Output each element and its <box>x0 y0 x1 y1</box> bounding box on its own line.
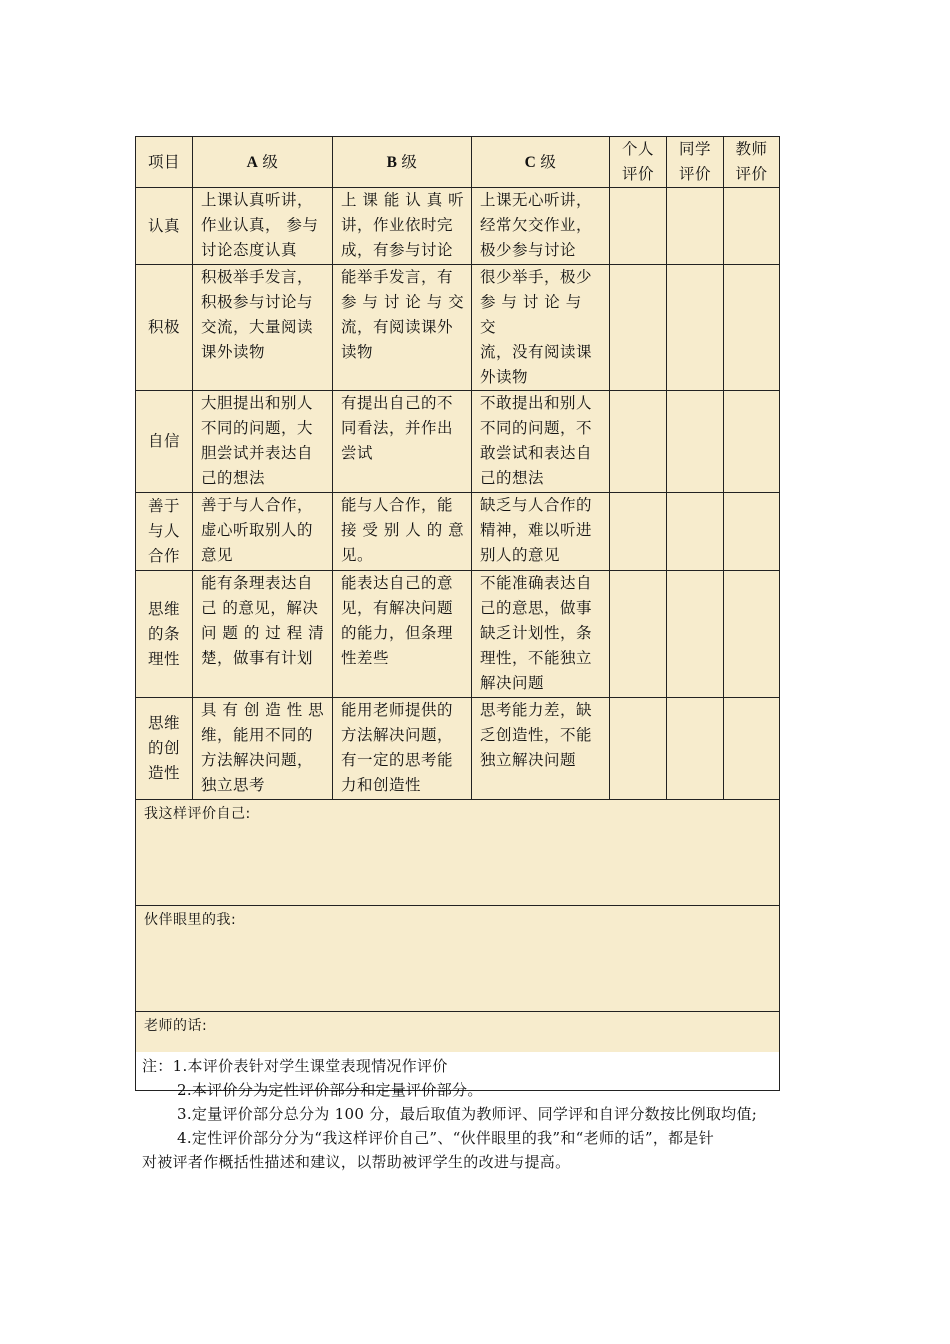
grade-a-description-line: 虚心听取别人的 <box>201 521 314 539</box>
criterion-label-line: 思维 <box>147 714 180 732</box>
criterion-label-line: 与人 <box>147 522 180 540</box>
grade-c-description-line: 上课无心听讲， <box>480 191 593 209</box>
grade-a-description-line: 善于与人合作， <box>201 496 314 514</box>
criterion-label <box>136 493 193 571</box>
grade-c-description-line: 不敢提出和别人 <box>480 394 593 412</box>
grade-a-description <box>193 188 333 265</box>
grade-b-description-line: 的能力，但条理 <box>341 624 454 642</box>
grade-a-description-line: 积极参与讨论与 <box>201 293 314 311</box>
partner-comment-box[interactable] <box>136 906 780 1012</box>
teacher-comment-label: 老师的话: <box>144 1018 208 1034</box>
grade-c-description-line: 己的意思，做事 <box>480 599 593 617</box>
grade-a-description-line: 问 题 的 过 程 清 <box>201 624 325 642</box>
grade-c-description-line: 流，没有阅读课 <box>480 343 593 361</box>
grade-c-description-line: 不能准确表达自 <box>480 574 593 592</box>
grade-c-description <box>472 571 610 698</box>
grade-b-description-line: 方法解决问题， <box>341 726 454 744</box>
teacher-eval-cell[interactable] <box>724 493 780 571</box>
grade-c-description <box>472 265 610 391</box>
grade-b-description <box>333 391 472 493</box>
teacher-eval-cell[interactable] <box>724 265 780 391</box>
grade-b-description-line: 流，有阅读课外 <box>341 318 454 336</box>
grade-c-description-line: 己的想法 <box>480 469 545 487</box>
header-teacher-eval: 教师 评价 <box>724 137 780 188</box>
self-eval-cell[interactable] <box>610 493 667 571</box>
partner-comment-row <box>136 906 780 1012</box>
grade-b-description <box>333 188 472 265</box>
grade-c-description-line: 很少举手，极少 <box>480 268 593 286</box>
criterion-label <box>136 265 193 391</box>
self-comment-row <box>136 800 780 906</box>
peer-eval-cell[interactable] <box>667 391 724 493</box>
note-4-cont: 对被评者作概括性描述和建议，以帮助被评学生的改进与提高。 <box>142 1153 571 1171</box>
grade-a-description-line: 交流，大量阅读 <box>201 318 314 336</box>
note-4: 4.定性评价部分分为“我这样评价自己”、“伙伴眼里的我”和“老师的话”，都是针 <box>177 1129 715 1147</box>
criterion-label-line: 的条 <box>147 624 180 643</box>
self-eval-cell[interactable] <box>610 391 667 493</box>
grade-b-description-line: 见。 <box>341 546 374 564</box>
grade-b-description-line: 尝试 <box>341 444 374 462</box>
grade-c-description-line: 独立解决问题 <box>480 751 577 769</box>
grade-a-description <box>193 391 333 493</box>
teacher-eval-cell[interactable] <box>724 571 780 698</box>
note-1: 注：1.本评价表针对学生课堂表现情况作评价 <box>142 1057 448 1075</box>
grade-c-description-line: 思考能力差，缺 <box>480 701 593 719</box>
grade-c-description-line: 乏创造性，不能 <box>480 726 593 744</box>
grade-b-description-line: 力和创造性 <box>341 776 422 794</box>
grade-b-description-line: 性差些 <box>341 649 390 667</box>
grade-c-description-line: 经常欠交作业， <box>480 216 593 234</box>
grade-b-description-line: 能用老师提供的 <box>341 701 454 719</box>
notes-section <box>142 1054 822 1174</box>
grade-a-description <box>193 265 333 391</box>
self-eval-cell[interactable] <box>610 571 667 698</box>
grade-a-description-line: 楚，做事有计划 <box>201 649 314 667</box>
teacher-eval-cell[interactable] <box>724 391 780 493</box>
grade-b-description <box>333 571 472 698</box>
grade-a-description-line: 方法解决问题， <box>201 751 314 769</box>
criterion-label <box>136 571 193 698</box>
grade-c-description <box>472 391 610 493</box>
grade-b-description-line: 参 与 讨 论 与 交 <box>341 293 465 311</box>
criterion-label-line: 善于 <box>147 497 180 515</box>
peer-eval-cell[interactable] <box>667 265 724 391</box>
criterion-label <box>136 698 193 800</box>
grade-b-description-line: 有提出自己的不 <box>341 394 454 412</box>
grade-c-description-line: 外读物 <box>480 368 529 386</box>
grade-c-description-line: 极少参与讨论 <box>480 241 577 259</box>
grade-c-description-line: 参 与 讨 论 与 交 <box>480 293 582 336</box>
criterion-label-line: 的创 <box>147 739 180 757</box>
peer-eval-cell[interactable] <box>667 188 724 265</box>
grade-b-description-line: 能与人合作，能 <box>341 496 454 514</box>
grade-b-description-line: 同看法，并作出 <box>341 419 454 437</box>
evaluation-sheet <box>135 136 779 1052</box>
grade-b-description-line: 能表达自己的意 <box>341 574 454 592</box>
grade-b-description <box>333 265 472 391</box>
header-item: 项目 <box>136 137 193 188</box>
grade-b-description-line: 上 课 能 认 真 听 <box>341 191 465 209</box>
grade-a-description-line: 能有条理表达自 <box>201 574 314 592</box>
grade-a-description-line: 己的想法 <box>201 469 266 487</box>
grade-a-description-line: 独立思考 <box>201 776 266 794</box>
header-row <box>136 137 780 188</box>
grade-a-description-line: 上课认真听讲， <box>201 191 314 209</box>
self-eval-cell[interactable] <box>610 265 667 391</box>
note-3: 3.定量评价部分总分为 100 分，最后取值为教师评、同学评和自评分数按比例取均值; <box>177 1105 758 1123</box>
peer-eval-cell[interactable] <box>667 698 724 800</box>
table-row <box>136 391 780 493</box>
self-eval-cell[interactable] <box>610 698 667 800</box>
grade-a-description-line: 大胆提出和别人 <box>201 394 314 412</box>
table-row <box>136 698 780 800</box>
table-row <box>136 188 780 265</box>
self-eval-cell[interactable] <box>610 188 667 265</box>
grade-a-description-line: 意见 <box>201 546 234 564</box>
peer-eval-cell[interactable] <box>667 571 724 698</box>
header-peer-eval: 同学 评价 <box>667 137 724 188</box>
self-comment-box[interactable] <box>136 800 780 906</box>
criterion-label-line: 理性 <box>147 649 180 668</box>
grade-c-description <box>472 493 610 571</box>
criterion-label <box>136 188 193 265</box>
criterion-label-line: 思维 <box>147 599 180 618</box>
grade-c-description-line: 解决问题 <box>480 674 545 692</box>
teacher-eval-cell[interactable] <box>724 698 780 800</box>
evaluation-table <box>135 136 780 1091</box>
grade-a-description-line: 具 有 创 造 性 思 <box>201 701 325 719</box>
table-row <box>136 493 780 571</box>
peer-eval-cell[interactable] <box>667 493 724 571</box>
grade-a-description <box>193 571 333 698</box>
grade-c-description-line: 不同的问题，不 <box>480 419 593 437</box>
grade-b-description <box>333 698 472 800</box>
note-2: 2.本评价分为定性评价部分和定量评价部分。 <box>177 1081 483 1099</box>
grade-c-description-line: 缺乏计划性，条 <box>480 624 593 642</box>
self-comment-label: 我这样评价自己: <box>144 806 251 822</box>
teacher-eval-cell[interactable] <box>724 188 780 265</box>
grade-a-description-line: 不同的问题，大 <box>201 419 314 437</box>
grade-c-description <box>472 188 610 265</box>
table-row <box>136 571 780 698</box>
grade-c-description-line: 精神，难以听进 <box>480 521 593 539</box>
grade-c-description-line: 缺乏与人合作的 <box>480 496 593 514</box>
grade-c-description <box>472 698 610 800</box>
grade-b-description-line: 有一定的思考能 <box>341 751 454 769</box>
criterion-label-line: 认真 <box>147 216 180 235</box>
grade-a-description-line: 积极举手发言， <box>201 268 314 286</box>
grade-a-description-line: 维，能用不同的 <box>201 726 314 744</box>
table-row <box>136 265 780 391</box>
grade-b-description-line: 读物 <box>341 343 374 361</box>
partner-comment-label: 伙伴眼里的我: <box>144 912 237 928</box>
grade-b-description-line: 能举手发言，有 <box>341 268 454 286</box>
grade-a-description-line: 课外读物 <box>201 343 266 361</box>
criterion-label-line: 合作 <box>147 547 180 565</box>
grade-a-description <box>193 698 333 800</box>
grade-a-description-line: 讨论态度认真 <box>201 241 298 259</box>
grade-a-description <box>193 493 333 571</box>
header-grade-c: C 级 <box>472 137 610 188</box>
criterion-label-line: 积极 <box>147 318 180 336</box>
grade-b-description-line: 见，有解决问题 <box>341 599 454 617</box>
header-grade-b: B 级 <box>333 137 472 188</box>
header-grade-a: A 级 <box>193 137 333 188</box>
criterion-label-line: 造性 <box>147 764 180 782</box>
grade-c-description-line: 理性，不能独立 <box>480 649 593 667</box>
grade-c-description-line: 别人的意见 <box>480 546 561 564</box>
grade-a-description-line: 胆尝试并表达自 <box>201 444 314 462</box>
criterion-label-line: 自信 <box>147 432 180 450</box>
grade-b-description-line: 接 受 别 人 的 意 <box>341 521 465 539</box>
grade-a-description-line: 己 的意见，解决 <box>201 599 319 617</box>
grade-b-description <box>333 493 472 571</box>
criterion-label <box>136 391 193 493</box>
grade-c-description-line: 敢尝试和表达自 <box>480 444 593 462</box>
grade-b-description-line: 成，有参与讨论 <box>341 241 454 259</box>
grade-b-description-line: 讲，作业依时完 <box>341 216 454 234</box>
grade-a-description-line: 作业认真， 参与 <box>201 216 319 234</box>
header-self-eval: 个人 评价 <box>610 137 667 188</box>
